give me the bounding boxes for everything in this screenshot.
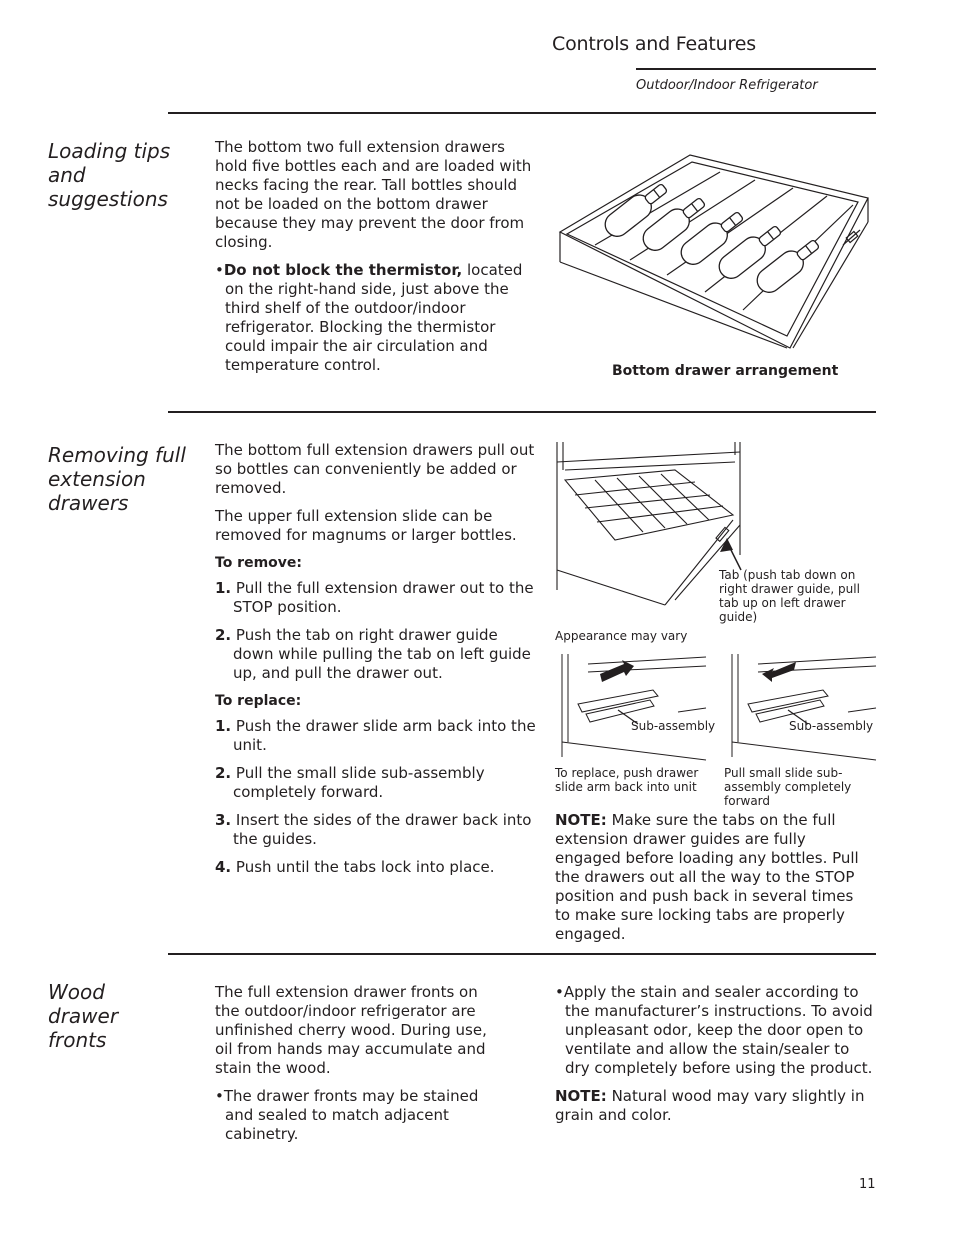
bullet-thermistor: •Do not block the thermistor, located on the right-hand side, just above the third shelf of the outdoor/indoor refrigerator. Blocking the thermistor could impair the air circulation and temperature control. bbox=[215, 261, 523, 374]
section-divider bbox=[168, 112, 876, 114]
step-text: Pull the small slide sub-assembly completely forward. bbox=[233, 764, 485, 801]
drawer-removal-illustration bbox=[555, 440, 745, 610]
note-text: Make sure the tabs on the full extension drawer guides are fully engaged before loading any bottles. Pull the drawers out all the way to the STOP position and push back in several times to make sure locking tabs are properly engaged. bbox=[555, 811, 859, 943]
subassembly-left-illustration bbox=[558, 652, 708, 762]
subassembly-label-left: Sub-assembly bbox=[631, 719, 716, 733]
paragraph: The bottom two full extension drawers hold five bottles each and are loaded with necks facing the rear. Tall bottles should not be loaded on the bottom drawer because they may prevent the door from closing. bbox=[215, 138, 532, 251]
step-text: Push the tab on right drawer guide down while pulling the tab on left guide up, and pull the drawer out. bbox=[233, 626, 531, 682]
section-heading-wood: Wood drawer fronts bbox=[48, 980, 119, 1052]
bullet-stain: •The drawer fronts may be stained and sealed to match adjacent cabinetry. bbox=[215, 1087, 479, 1143]
note-text: Natural wood may vary slightly in grain and color. bbox=[555, 1087, 865, 1124]
replace-step-3 bbox=[215, 811, 537, 849]
remove-title: To remove: bbox=[215, 555, 303, 571]
caption-replace-left: To replace, push drawer slide arm back into unit bbox=[555, 766, 699, 794]
bullet-text: located on the right-hand side, just above the third shelf of the outdoor/indoor refrigerator. Blocking the thermistor could impair the air circulation and temperature control. bbox=[225, 261, 523, 374]
replace-title: To replace: bbox=[215, 693, 302, 709]
note-label: NOTE: bbox=[555, 811, 607, 829]
appearance-note: Appearance may vary bbox=[555, 629, 688, 643]
step-number: 2. bbox=[215, 764, 232, 782]
bottom-drawer-illustration bbox=[555, 150, 875, 350]
note-label: NOTE: bbox=[555, 1087, 607, 1105]
tab-callout: Tab (push tab down on right drawer guide, pull tab up on left drawer guide) bbox=[719, 568, 860, 624]
bullet-text: Apply the stain and sealer according to the manufacturer’s instructions. To avoid unpleasant odor, keep the door open to ventilate and allow the stain/sealer to dry completely before using the product. bbox=[563, 983, 873, 1077]
header-rule bbox=[636, 68, 876, 70]
step-number: 3. bbox=[215, 811, 232, 829]
page-number: 11 bbox=[859, 1177, 876, 1192]
section-body-wood bbox=[215, 983, 490, 1153]
replace-step-4 bbox=[215, 858, 537, 877]
step-text: Pull the full extension drawer out to the STOP position. bbox=[233, 579, 534, 616]
remove-step-1 bbox=[215, 579, 537, 617]
step-number: 2. bbox=[215, 626, 232, 644]
replace-step-2 bbox=[215, 764, 537, 802]
page-subtitle: Outdoor/Indoor Refrigerator bbox=[636, 78, 818, 93]
section-body-loading bbox=[215, 138, 535, 384]
step-text: Push the drawer slide arm back into the unit. bbox=[233, 717, 536, 754]
paragraph: The upper full extension slide can be removed for magnums or larger bottles. bbox=[215, 507, 517, 544]
replace-step-1 bbox=[215, 717, 537, 755]
caption-replace-right: Pull small slide sub-assembly completely forward bbox=[724, 766, 852, 808]
section-body-removing bbox=[215, 441, 537, 886]
subassembly-right-illustration bbox=[728, 652, 878, 762]
section-heading-loading: Loading tips and suggestions bbox=[48, 139, 171, 211]
bullet-bold: Do not block the thermistor, bbox=[223, 261, 463, 279]
section-heading-removing: Removing full extension drawers bbox=[48, 443, 186, 515]
step-number: 4. bbox=[215, 858, 232, 876]
note-wood bbox=[555, 1087, 873, 1125]
note-drawer-guides bbox=[555, 811, 867, 944]
step-number: 1. bbox=[215, 579, 232, 597]
figure-caption: Bottom drawer arrangement bbox=[612, 363, 839, 379]
section-divider bbox=[168, 411, 876, 413]
paragraph: The full extension drawer fronts on the outdoor/indoor refrigerator are unfinished cherry wood. During use, oil from hands may accumulate and stain the wood. bbox=[215, 983, 487, 1077]
step-text: Push until the tabs lock into place. bbox=[235, 858, 495, 876]
section-divider bbox=[168, 953, 876, 955]
step-number: 1. bbox=[215, 717, 232, 735]
bullet-text: The drawer fronts may be stained and sealed to match adjacent cabinetry. bbox=[223, 1087, 479, 1143]
page-title: Controls and Features bbox=[552, 33, 756, 55]
step-text: Insert the sides of the drawer back into the guides. bbox=[233, 811, 532, 848]
remove-step-2 bbox=[215, 626, 537, 683]
subassembly-label-right: Sub-assembly bbox=[789, 719, 874, 733]
paragraph: The bottom full extension drawers pull out so bottles can conveniently be added or removed. bbox=[215, 441, 535, 497]
bullet-sealer: •Apply the stain and sealer according to the manufacturer’s instructions. To avoid unpleasant odor, keep the door open to ventilate and allow the stain/sealer to dry completely before using the product. bbox=[555, 983, 873, 1077]
section-body-wood-right bbox=[555, 983, 873, 1134]
